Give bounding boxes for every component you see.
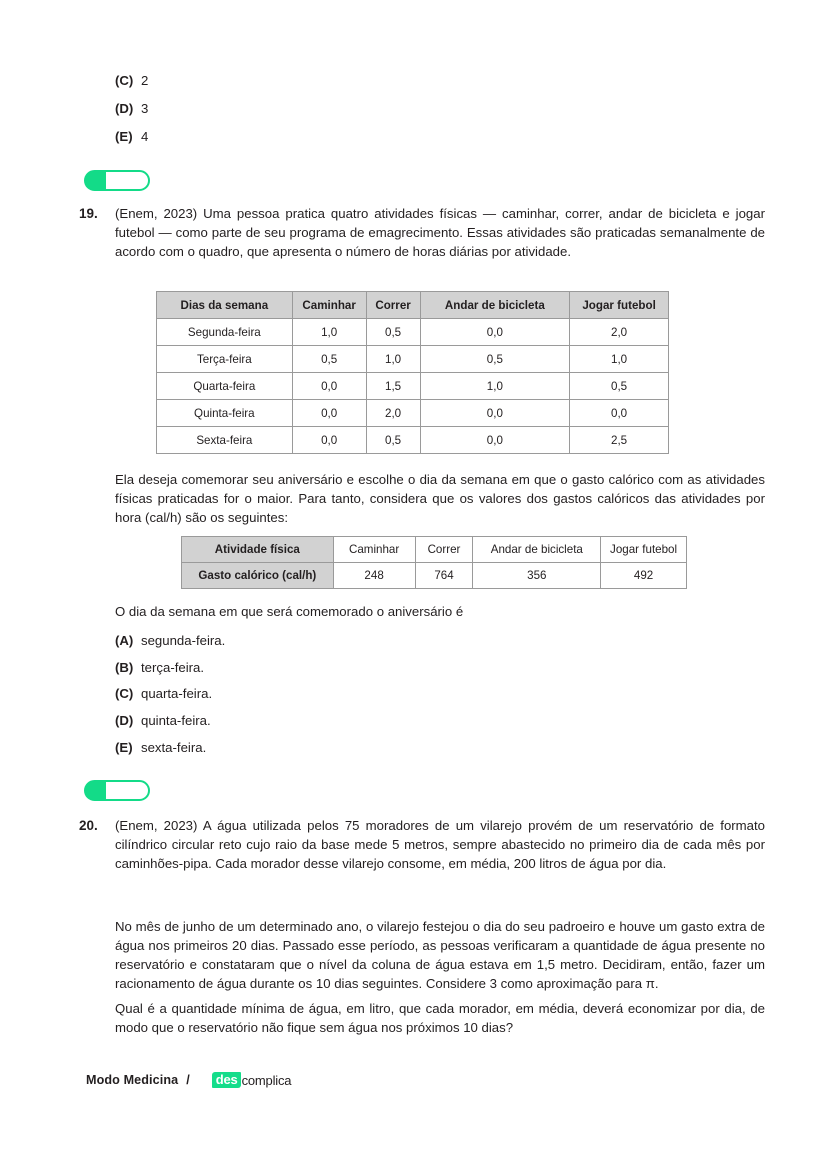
column-header: Dias da semana xyxy=(157,292,293,319)
table-cell: Andar de bicicleta xyxy=(473,537,601,563)
column-header: Andar de bicicleta xyxy=(420,292,570,319)
alternative-label: (C) xyxy=(115,73,134,88)
question-19-bridge-text: Ela deseja comemorar seu aniversário e escolhe o dia da semana em que o gasto calórico com as atividades físicas praticadas for o maior. Para tanto, considera que os valores dos gastos calóricos das atividades por hora (cal/h) são os seguintes: xyxy=(115,472,765,525)
table-row xyxy=(157,346,669,373)
toggle-knob xyxy=(85,781,106,800)
table-cell: 1,0 xyxy=(366,346,420,373)
table-cell: 0,0 xyxy=(420,427,570,454)
logo-badge: des xyxy=(212,1072,241,1088)
table-cell: 2,0 xyxy=(366,400,420,427)
alternative-text: quinta-feira. xyxy=(141,713,211,728)
alternative-text: segunda-feira. xyxy=(141,633,226,648)
question-19-lead-in: O dia da semana em que será comemorado o aniversário é xyxy=(115,604,464,619)
alternative-text: terça-feira. xyxy=(141,660,205,675)
table-header-row xyxy=(157,292,669,319)
alternative-label: (D) xyxy=(115,713,134,728)
section-divider-toggle[interactable] xyxy=(84,780,150,801)
column-header: Correr xyxy=(366,292,420,319)
section-divider-toggle[interactable] xyxy=(84,170,150,191)
descomplica-logo xyxy=(212,1072,292,1088)
question-number-19: 19. xyxy=(79,206,98,221)
table-cell: 0,5 xyxy=(570,373,669,400)
list-item[interactable] xyxy=(115,712,211,730)
table-cell: Caminhar xyxy=(333,537,415,563)
table-cell: 1,5 xyxy=(366,373,420,400)
alternative-label: (E) xyxy=(115,740,133,755)
row-header: Atividade física xyxy=(182,537,334,563)
table-cell: 0,0 xyxy=(292,373,366,400)
alternative-text: quarta-feira. xyxy=(141,686,213,701)
table-cell: Sexta-feira xyxy=(157,427,293,454)
table-cell: 356 xyxy=(473,563,601,589)
logo-wordmark: complica xyxy=(241,1072,292,1088)
table-cell: 1,0 xyxy=(570,346,669,373)
table-cell: Quarta-feira xyxy=(157,373,293,400)
table-row xyxy=(182,563,687,589)
table-cell: 1,0 xyxy=(292,319,366,346)
page-footer xyxy=(86,1072,291,1088)
question-19-statement: (Enem, 2023) Uma pessoa pratica quatro atividades físicas — caminhar, correr, andar de bicicleta e jogar futebol — como parte de seu programa de emagrecimento. Essas atividades são praticadas semanalmente de acordo com o quadro, que apresenta o número de horas diárias por atividade. xyxy=(115,206,765,259)
question-20-paragraph-1: (Enem, 2023) A água utilizada pelos 75 moradores de um vilarejo provém de um reservatório de formato cilíndrico circular reto cujo raio da base mede 5 metros, sempre abastecido no primeiro dia de cada mês por caminhões-pipa. Cada morador desse vilarejo consome, em média, 200 litros de água por dia. xyxy=(115,818,765,871)
table-cell: 248 xyxy=(333,563,415,589)
table-cell: 0,0 xyxy=(292,427,366,454)
table-row xyxy=(157,319,669,346)
table-cell: 2,5 xyxy=(570,427,669,454)
footer-separator: / xyxy=(186,1073,190,1087)
toggle-knob xyxy=(85,171,106,190)
table-row xyxy=(157,373,669,400)
list-item[interactable] xyxy=(115,100,148,118)
table-cell: Terça-feira xyxy=(157,346,293,373)
table-cell: 0,5 xyxy=(366,427,420,454)
column-header: Caminhar xyxy=(292,292,366,319)
table-caloric-expenditure xyxy=(181,536,687,589)
table-cell: Quinta-feira xyxy=(157,400,293,427)
list-item[interactable] xyxy=(115,685,212,703)
alternative-label: (D) xyxy=(115,101,134,116)
row-header: Gasto calórico (cal/h) xyxy=(182,563,334,589)
table-cell: 0,0 xyxy=(570,400,669,427)
column-header: Jogar futebol xyxy=(570,292,669,319)
table-cell: Segunda-feira xyxy=(157,319,293,346)
table-cell: 492 xyxy=(601,563,687,589)
alternative-label: (C) xyxy=(115,686,134,701)
alternative-label: (B) xyxy=(115,660,134,675)
table-cell: 0,5 xyxy=(366,319,420,346)
table-cell: Correr xyxy=(415,537,473,563)
question-20-paragraph-2: No mês de junho de um determinado ano, o vilarejo festejou o dia do seu padroeiro e houve um gasto extra de água nos primeiros 20 dias. Passado esse período, as pessoas verificaram a quantidade de água presente no reservatório e constataram que o nível da coluna de água estava em 1,5 metro. Decidiram, então, fazer um racionamento de água durante os 10 dias seguintes. Considere 3 como aproximação para π. xyxy=(115,919,765,991)
table-cell: 2,0 xyxy=(570,319,669,346)
table-weekly-hours xyxy=(156,291,669,454)
table-cell: 0,0 xyxy=(420,319,570,346)
list-item[interactable] xyxy=(115,659,204,677)
alternative-text: sexta-feira. xyxy=(141,740,207,755)
list-item[interactable] xyxy=(115,632,225,650)
table-cell: Jogar futebol xyxy=(601,537,687,563)
list-item[interactable] xyxy=(115,128,148,146)
table-cell: 0,0 xyxy=(420,400,570,427)
table-row xyxy=(182,537,687,563)
table-cell: 0,0 xyxy=(292,400,366,427)
table-cell: 0,5 xyxy=(292,346,366,373)
table-cell: 764 xyxy=(415,563,473,589)
question-number-20: 20. xyxy=(79,818,98,833)
list-item[interactable] xyxy=(115,739,206,757)
brand-name: Modo Medicina xyxy=(86,1073,179,1087)
table-row xyxy=(157,400,669,427)
alternative-text: 3 xyxy=(141,101,149,116)
table-cell: 1,0 xyxy=(420,373,570,400)
question-20-paragraph-3: Qual é a quantidade mínima de água, em litro, que cada morador, em média, deverá economizar por dia, de modo que o reservatório não fique sem água nos próximos 10 dias? xyxy=(115,1001,765,1035)
alternative-text: 4 xyxy=(141,129,149,144)
alternative-text: 2 xyxy=(141,73,149,88)
table-row xyxy=(157,427,669,454)
list-item[interactable] xyxy=(115,72,148,90)
alternative-label: (A) xyxy=(115,633,134,648)
table-cell: 0,5 xyxy=(420,346,570,373)
alternative-label: (E) xyxy=(115,129,133,144)
